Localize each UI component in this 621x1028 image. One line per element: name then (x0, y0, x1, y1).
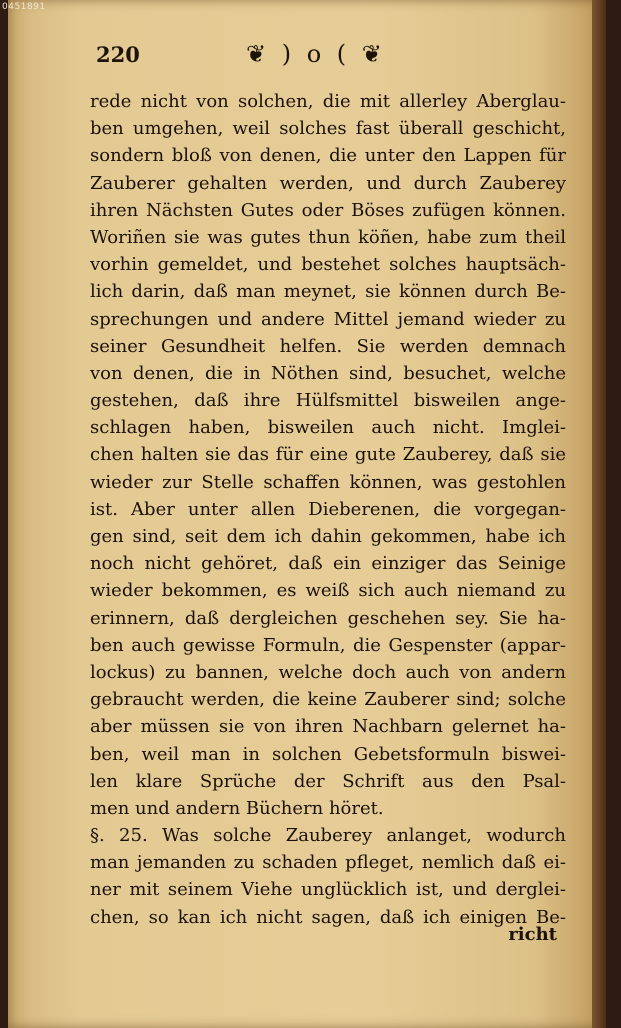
text-line: gestehen, daß ihre Hülfsmittel bisweilen ange- (90, 390, 566, 412)
text-line: lockus) zu bannen, welche doch auch von andern (90, 661, 566, 683)
body-text (90, 88, 566, 931)
text-line: men und andern Büchern höret. (90, 797, 384, 819)
text-line: erinnern, daß dergleichen geschehen sey. Sie ha- (90, 607, 566, 629)
text-line: aber müssen sie von ihren Nachbarn gelernet ha- (90, 716, 566, 738)
text-line: man jemanden zu schaden pfleget, nemlich daß ei- (90, 852, 566, 874)
text-line: gebraucht werden, die keine Zauberer sind; solche (90, 689, 566, 711)
text-line: seiner Gesundheit helfen. Sie werden demnach (90, 335, 566, 357)
text-line: schlagen haben, bisweilen auch nicht. Imglei- (90, 417, 566, 439)
header-ornament: ❦ ) o ( ❦ (246, 40, 386, 68)
text-line: sprechungen und andere Mittel jemand wieder zu (90, 308, 566, 330)
text-line: Zauberer gehalten werden, und durch Zauberey (90, 172, 566, 194)
text-line: noch nicht gehöret, daß ein einziger das Seinige (90, 553, 566, 575)
page-header (96, 38, 556, 78)
text-line: vorhin gemeldet, und bestehet solches hauptsäch- (90, 254, 566, 276)
text-line: wieder bekommen, es weiß sich auch niemand zu (90, 580, 566, 602)
text-line: lich darin, daß man meynet, sie können durch Be- (90, 281, 566, 303)
text-line: gen sind, seit dem ich dahin gekommen, habe ich (90, 526, 566, 547)
text-line: ist. Aber unter allen Dieberenen, die vorgegan- (90, 498, 566, 520)
text-line: ner mit seinem Viehe unglücklich ist, und derglei- (90, 879, 566, 901)
text-line: wieder zur Stelle schaffen können, was gestohlen (90, 471, 566, 493)
text-line: Woriñen sie was gutes thun köñen, habe zum theil (90, 226, 566, 248)
page-number: 220 (96, 42, 140, 67)
text-line: ben umgehen, weil solches fast überall geschicht, (90, 118, 566, 140)
text-line: ben auch gewisse Formuln, die Gespenster (appar- (90, 634, 566, 656)
text-line: §. 25. Was solche Zauberey anlanget, wodurch (90, 825, 566, 847)
text-line: ben, weil man in solchen Gebetsformuln biswei- (90, 743, 566, 765)
text-line: von denen, die in Nöthen sind, besuchet, welche (90, 362, 566, 384)
text-line: chen halten sie das für eine gute Zauberey, daß sie (90, 444, 566, 466)
scan-id-label: 0451891 (2, 2, 46, 12)
text-line: chen, so kan ich nicht sagen, daß ich einigen Be- (90, 906, 566, 928)
text-line: sondern bloß von denen, die unter den Lappen für (90, 145, 566, 167)
text-line: len klare Sprüche der Schrift aus den Psal- (90, 770, 566, 792)
catchword: richt (508, 924, 557, 945)
page-spine-edge (592, 0, 606, 1028)
text-line: ihren Nächsten Gutes oder Böses zufügen können. (90, 199, 566, 221)
text-line: rede nicht von solchen, die mit allerley Aberglau- (90, 91, 566, 112)
